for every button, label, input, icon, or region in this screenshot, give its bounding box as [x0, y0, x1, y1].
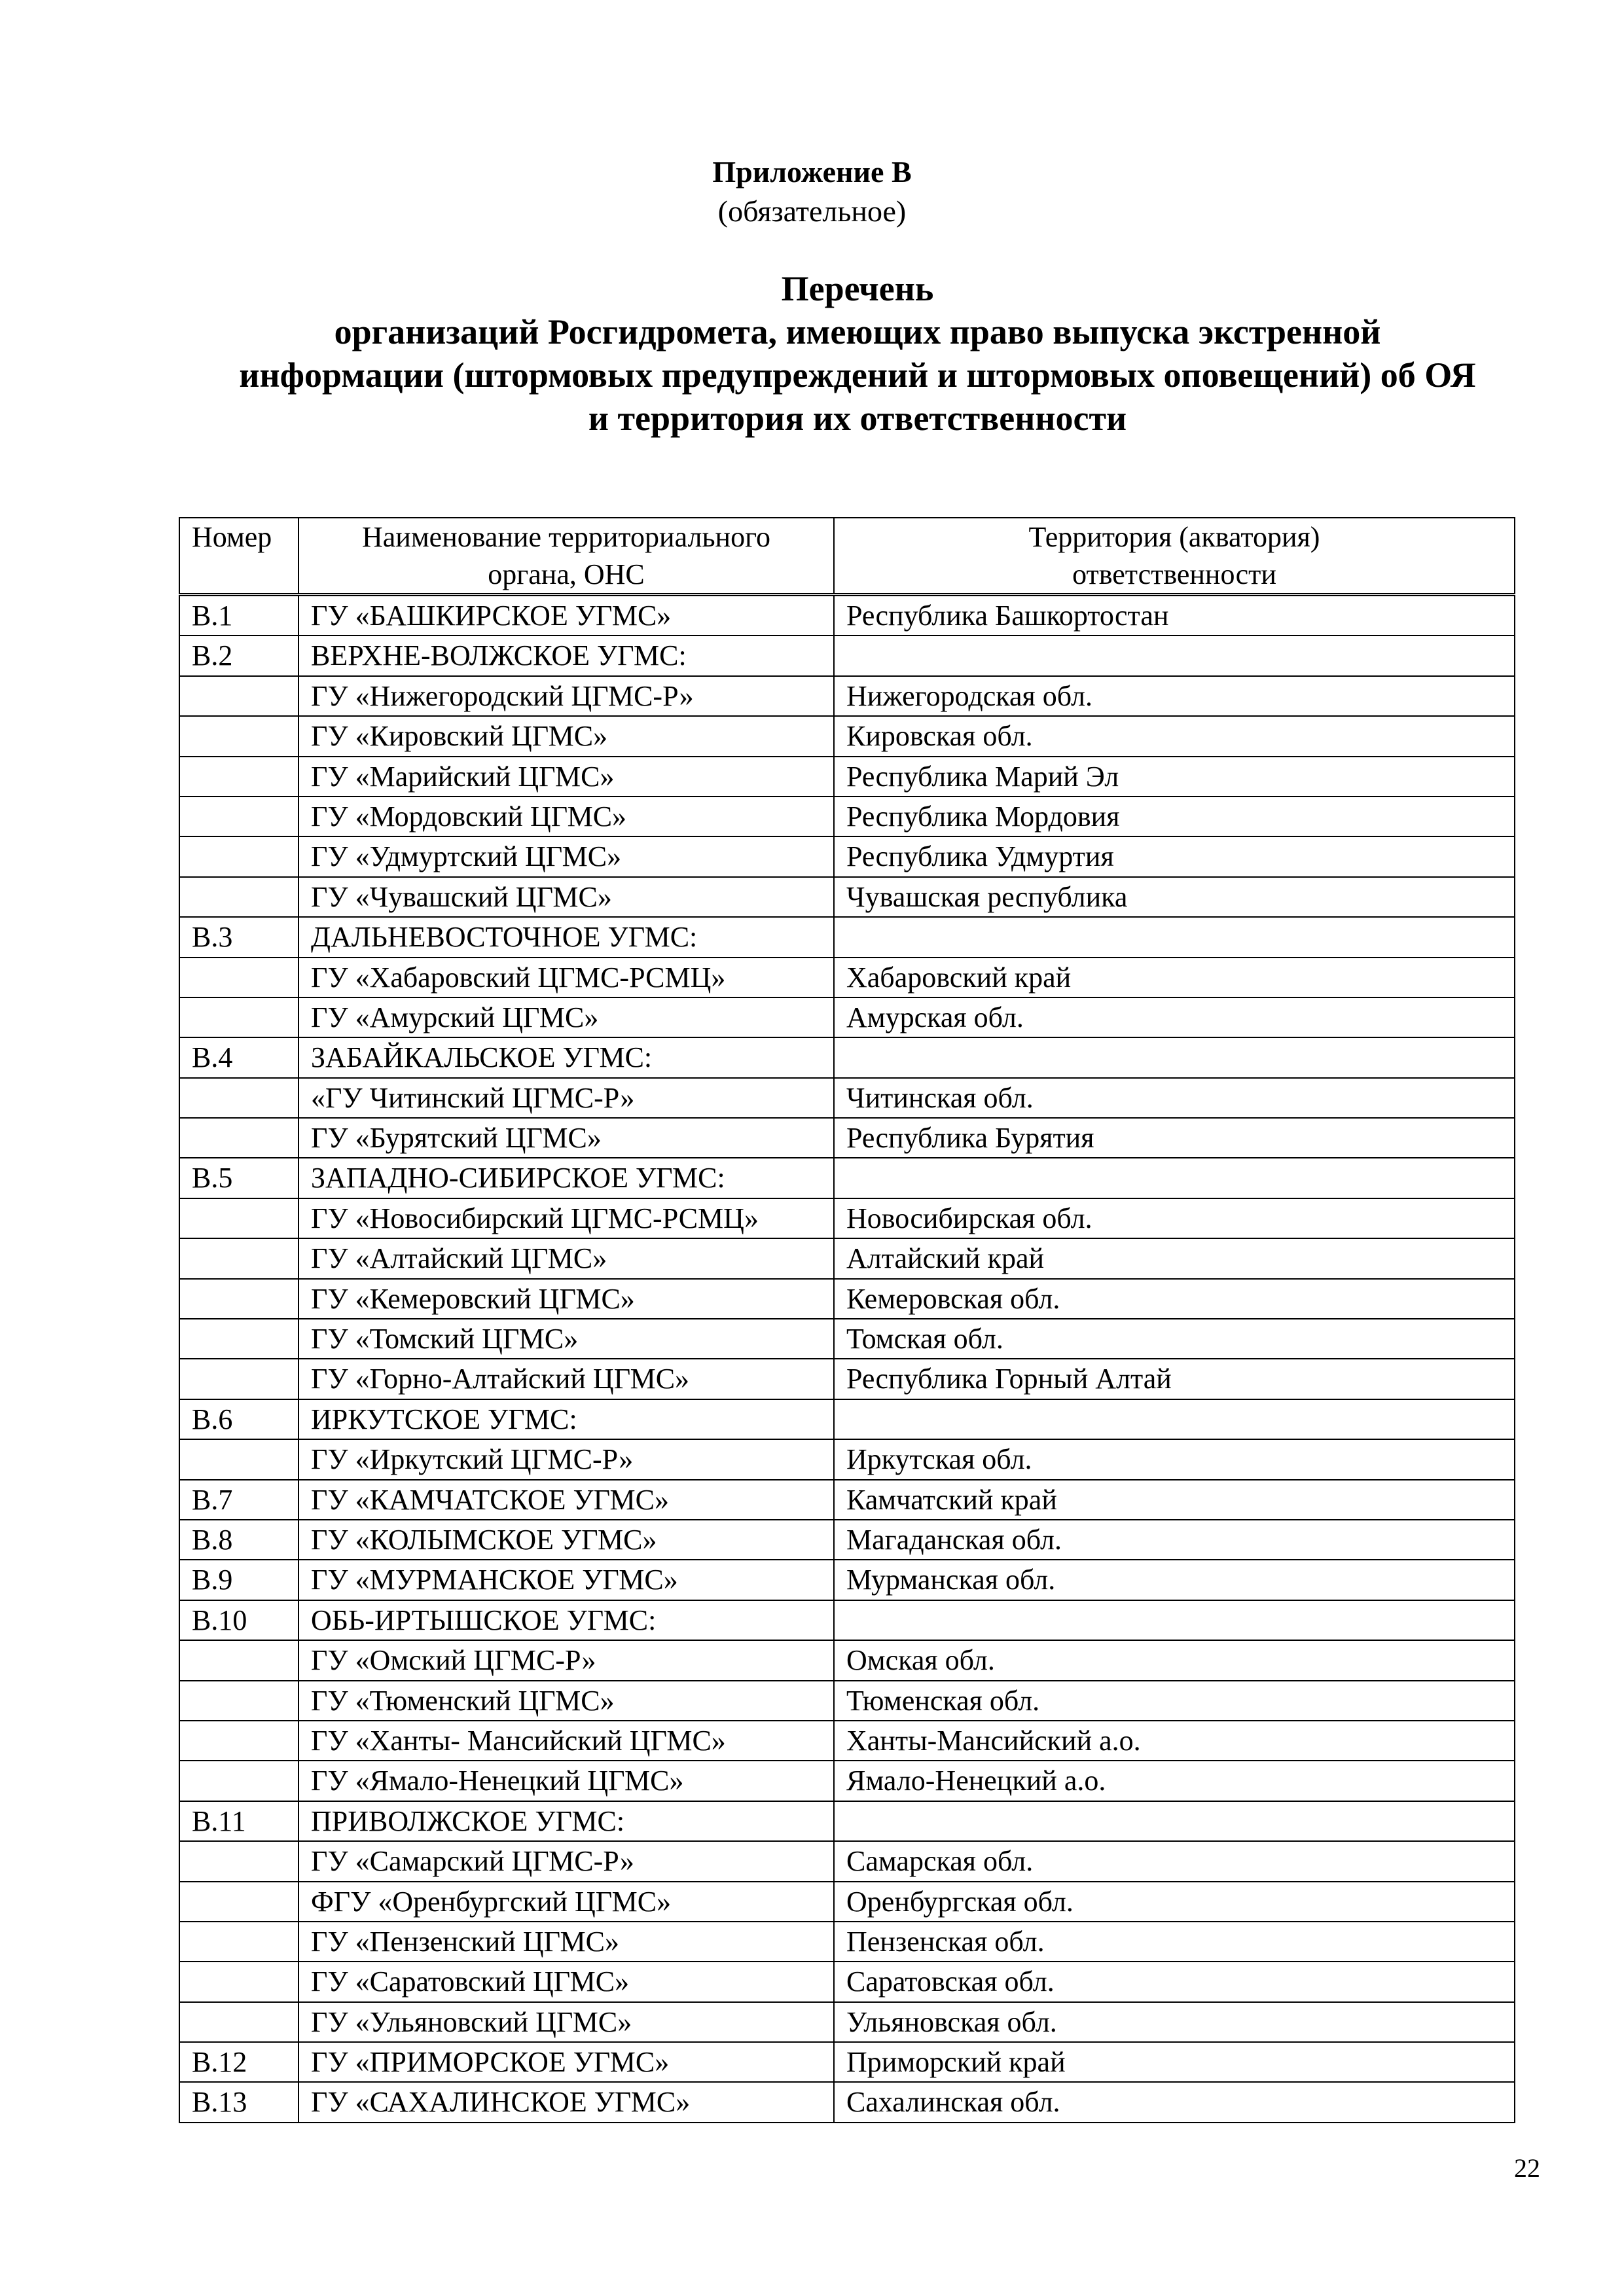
cell-organization: ИРКУТСКОЕ УГМС: — [298, 1399, 834, 1439]
cell-number — [179, 1078, 298, 1118]
cell-territory: Амурская обл. — [834, 997, 1515, 1037]
cell-organization: ГУ «Ямало-Ненецкий ЦГМС» — [298, 1761, 834, 1801]
table-row — [179, 1078, 1515, 1118]
table-row — [179, 1037, 1515, 1077]
cell-organization: ГУ «Кировский ЦГМС» — [298, 716, 834, 756]
cell-number — [179, 2002, 298, 2042]
cell-number: В.4 — [179, 1037, 298, 1077]
cell-organization: ГУ «Бурятский ЦГМС» — [298, 1118, 834, 1158]
cell-territory — [834, 1600, 1515, 1640]
cell-territory: Республика Бурятия — [834, 1118, 1515, 1158]
cell-number — [179, 1118, 298, 1158]
cell-organization: ГУ «Кемеровский ЦГМС» — [298, 1279, 834, 1319]
cell-number — [179, 1640, 298, 1680]
table-row — [179, 676, 1515, 716]
cell-organization: ФГУ «Оренбургский ЦГМС» — [298, 1882, 834, 1922]
table-row — [179, 716, 1515, 756]
cell-territory: Республика Марий Эл — [834, 757, 1515, 797]
cell-territory: Камчатский край — [834, 1480, 1515, 1520]
table-row — [179, 1439, 1515, 1479]
cell-number — [179, 797, 298, 836]
cell-territory: Республика Удмуртия — [834, 836, 1515, 876]
cell-number: В.7 — [179, 1480, 298, 1520]
table-row — [179, 1882, 1515, 1922]
cell-number — [179, 997, 298, 1037]
table-row — [179, 877, 1515, 917]
organizations-table — [179, 517, 1515, 2123]
cell-organization: ГУ «Алтайский ЦГМС» — [298, 1238, 834, 1278]
table-row — [179, 636, 1515, 675]
cell-organization: ГУ «КОЛЫМСКОЕ УГМС» — [298, 1520, 834, 1560]
cell-organization: «ГУ Читинский ЦГМС-Р» — [298, 1078, 834, 1118]
cell-organization: ГУ «Хабаровский ЦГМС-РСМЦ» — [298, 958, 834, 997]
cell-organization: ГУ «Новосибирский ЦГМС-РСМЦ» — [298, 1198, 834, 1238]
cell-territory: Чувашская республика — [834, 877, 1515, 917]
cell-territory: Иркутская обл. — [834, 1439, 1515, 1479]
cell-number — [179, 716, 298, 756]
heading-line: и территория их ответственности — [588, 399, 1127, 438]
document-heading — [170, 267, 1545, 440]
cell-territory: Омская обл. — [834, 1640, 1515, 1680]
cell-number — [179, 1319, 298, 1359]
cell-number — [179, 757, 298, 797]
cell-organization: ГУ «ПРИМОРСКОЕ УГМС» — [298, 2042, 834, 2082]
cell-territory: Тюменская обл. — [834, 1681, 1515, 1721]
cell-organization: ГУ «Мордовский ЦГМС» — [298, 797, 834, 836]
cell-territory: Самарская обл. — [834, 1841, 1515, 1881]
appendix-note: (обязательное) — [717, 194, 907, 228]
table-row — [179, 958, 1515, 997]
cell-territory: Оренбургская обл. — [834, 1882, 1515, 1922]
cell-territory: Кемеровская обл. — [834, 1279, 1515, 1319]
cell-organization: ГУ «САХАЛИНСКОЕ УГМС» — [298, 2082, 834, 2122]
cell-number: В.8 — [179, 1520, 298, 1560]
cell-territory: Нижегородская обл. — [834, 676, 1515, 716]
cell-territory: Ямало-Ненецкий а.о. — [834, 1761, 1515, 1801]
table-row — [179, 1801, 1515, 1841]
cell-territory: Республика Башкортостан — [834, 595, 1515, 636]
cell-number: В.2 — [179, 636, 298, 675]
table-row — [179, 1399, 1515, 1439]
cell-organization: ЗАПАДНО-СИБИРСКОЕ УГМС: — [298, 1158, 834, 1198]
header-organ-line: органа, ОНС — [488, 558, 645, 590]
cell-territory: Пензенская обл. — [834, 1922, 1515, 1962]
cell-organization: ГУ «Горно-Алтайский ЦГМС» — [298, 1359, 834, 1399]
cell-organization: ПРИВОЛЖСКОЕ УГМС: — [298, 1801, 834, 1841]
table-row — [179, 1962, 1515, 2001]
cell-number — [179, 1681, 298, 1721]
header-organ — [298, 518, 834, 595]
cell-territory — [834, 636, 1515, 675]
cell-number: В.11 — [179, 1801, 298, 1841]
cell-number — [179, 676, 298, 716]
table-body — [179, 595, 1515, 2123]
cell-number — [179, 1922, 298, 1962]
table-row — [179, 1640, 1515, 1680]
cell-organization: ГУ «Удмуртский ЦГМС» — [298, 836, 834, 876]
cell-territory: Ханты-Мансийский а.о. — [834, 1721, 1515, 1761]
cell-organization: ГУ «Нижегородский ЦГМС-Р» — [298, 676, 834, 716]
table-row — [179, 836, 1515, 876]
cell-organization: ГУ «Амурский ЦГМС» — [298, 997, 834, 1037]
table-row — [179, 1118, 1515, 1158]
cell-organization: ГУ «Ульяновский ЦГМС» — [298, 2002, 834, 2042]
cell-organization: ЗАБАЙКАЛЬСКОЕ УГМС: — [298, 1037, 834, 1077]
table-row — [179, 1238, 1515, 1278]
cell-number — [179, 1882, 298, 1922]
cell-territory: Республика Мордовия — [834, 797, 1515, 836]
cell-number — [179, 1439, 298, 1479]
table-row — [179, 1721, 1515, 1761]
cell-organization: ГУ «МУРМАНСКОЕ УГМС» — [298, 1560, 834, 1600]
table-row — [179, 1158, 1515, 1198]
cell-organization: ДАЛЬНЕВОСТОЧНОЕ УГМС: — [298, 917, 834, 957]
cell-organization: ГУ «Иркутский ЦГМС-Р» — [298, 1439, 834, 1479]
header-territory — [834, 518, 1515, 595]
cell-number: В.13 — [179, 2082, 298, 2122]
table-row — [179, 797, 1515, 836]
table-row — [179, 1359, 1515, 1399]
cell-number: В.9 — [179, 1560, 298, 1600]
table-header-row — [179, 518, 1515, 595]
cell-organization: ГУ «Ханты- Мансийский ЦГМС» — [298, 1721, 834, 1761]
cell-territory: Магаданская обл. — [834, 1520, 1515, 1560]
table-row — [179, 1198, 1515, 1238]
cell-territory — [834, 1037, 1515, 1077]
cell-number: В.5 — [179, 1158, 298, 1198]
cell-territory: Алтайский край — [834, 1238, 1515, 1278]
table-row — [179, 1319, 1515, 1359]
table-row — [179, 1841, 1515, 1881]
cell-organization: ГУ «Омский ЦГМС-Р» — [298, 1640, 834, 1680]
cell-organization: ГУ «КАМЧАТСКОЕ УГМС» — [298, 1480, 834, 1520]
cell-territory: Хабаровский край — [834, 958, 1515, 997]
cell-organization: ГУ «Самарский ЦГМС-Р» — [298, 1841, 834, 1881]
heading-line: Перечень — [781, 269, 934, 308]
table-row — [179, 2002, 1515, 2042]
heading-line: организаций Росгидромета, имеющих право выпуска экстренной — [334, 312, 1381, 351]
cell-territory — [834, 917, 1515, 957]
cell-organization: ГУ «Тюменский ЦГМС» — [298, 1681, 834, 1721]
table-row — [179, 997, 1515, 1037]
cell-organization: ГУ «Саратовский ЦГМС» — [298, 1962, 834, 2001]
table-row — [179, 1520, 1515, 1560]
table-row — [179, 2082, 1515, 2122]
cell-organization: ГУ «БАШКИРСКОЕ УГМС» — [298, 595, 834, 636]
cell-number — [179, 1761, 298, 1801]
cell-number — [179, 1841, 298, 1881]
cell-organization: ГУ «Марийский ЦГМС» — [298, 757, 834, 797]
heading-line: информации (штормовых предупреждений и штормовых оповещений) об ОЯ — [239, 355, 1476, 395]
table-row — [179, 757, 1515, 797]
cell-number: В.1 — [179, 595, 298, 636]
table-row — [179, 917, 1515, 957]
cell-territory: Ульяновская обл. — [834, 2002, 1515, 2042]
appendix-title: Приложение В — [712, 155, 912, 188]
cell-number: В.10 — [179, 1600, 298, 1640]
header-number — [179, 518, 298, 595]
cell-number — [179, 877, 298, 917]
cell-territory — [834, 1399, 1515, 1439]
table-row — [179, 1681, 1515, 1721]
cell-territory: Новосибирская обл. — [834, 1198, 1515, 1238]
table-row — [179, 1480, 1515, 1520]
cell-territory: Кировская обл. — [834, 716, 1515, 756]
header-territory-line: Территория (акватория) — [1028, 521, 1320, 553]
cell-organization: ОБЬ-ИРТЫШСКОЕ УГМС: — [298, 1600, 834, 1640]
table-row — [179, 1761, 1515, 1801]
cell-territory: Саратовская обл. — [834, 1962, 1515, 2001]
table-row — [179, 1600, 1515, 1640]
cell-number: В.3 — [179, 917, 298, 957]
table-row — [179, 1560, 1515, 1600]
cell-territory: Томская обл. — [834, 1319, 1515, 1359]
table-row — [179, 1279, 1515, 1319]
table-row — [179, 1922, 1515, 1962]
cell-number — [179, 1721, 298, 1761]
cell-territory: Республика Горный Алтай — [834, 1359, 1515, 1399]
table-row — [179, 2042, 1515, 2082]
cell-territory: Читинская обл. — [834, 1078, 1515, 1118]
cell-territory — [834, 1158, 1515, 1198]
page-number: 22 — [1514, 2153, 1540, 2183]
cell-territory: Мурманская обл. — [834, 1560, 1515, 1600]
cell-number — [179, 958, 298, 997]
header-organ-line: Наименование территориального — [361, 521, 771, 553]
cell-number — [179, 1238, 298, 1278]
header-number-label: Номер — [192, 521, 272, 553]
cell-territory: Сахалинская обл. — [834, 2082, 1515, 2122]
cell-number — [179, 1279, 298, 1319]
header-territory-line: ответственности — [1072, 558, 1276, 590]
cell-number — [179, 1962, 298, 2001]
cell-number: В.6 — [179, 1399, 298, 1439]
cell-organization: ГУ «Томский ЦГМС» — [298, 1319, 834, 1359]
cell-organization: ГУ «Чувашский ЦГМС» — [298, 877, 834, 917]
cell-number — [179, 1198, 298, 1238]
cell-number — [179, 836, 298, 876]
cell-organization: ГУ «Пензенский ЦГМС» — [298, 1922, 834, 1962]
cell-territory: Приморский край — [834, 2042, 1515, 2082]
cell-organization: ВЕРХНЕ-ВОЛЖСКОЕ УГМС: — [298, 636, 834, 675]
table-row — [179, 595, 1515, 636]
cell-number — [179, 1359, 298, 1399]
cell-number: В.12 — [179, 2042, 298, 2082]
cell-territory — [834, 1801, 1515, 1841]
